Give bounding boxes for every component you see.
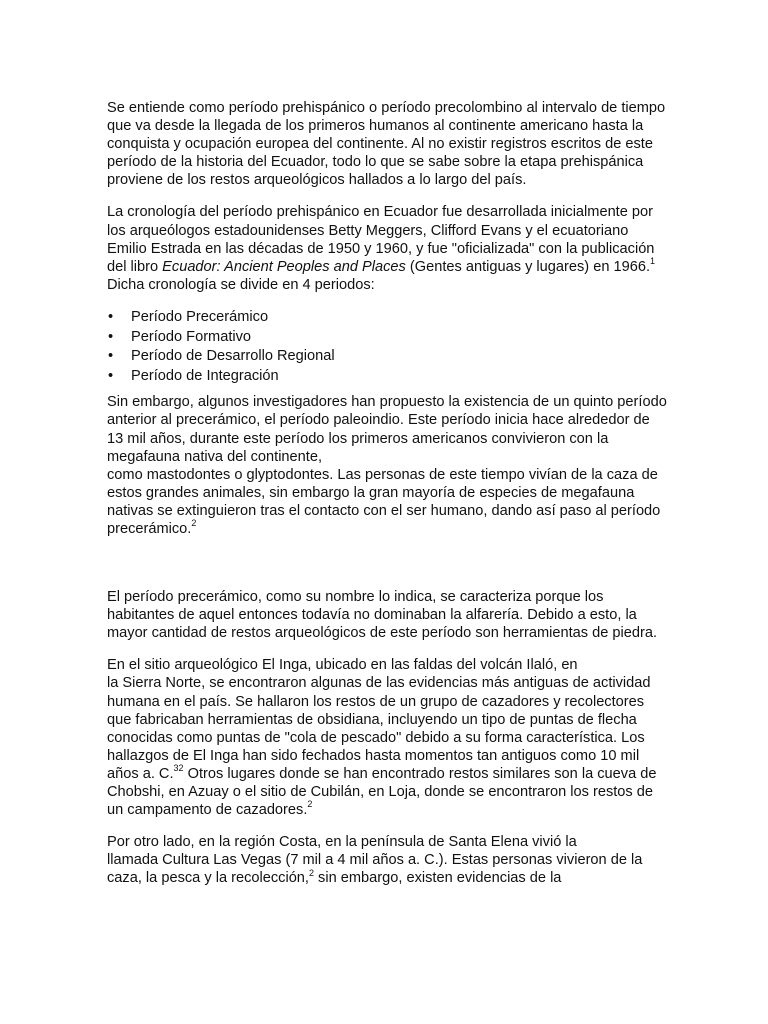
list-item: • Período Precerámico (107, 308, 667, 328)
footnote-ref[interactable]: 2 (307, 799, 313, 810)
text-run: Por otro lado, en la región Costa, en la península de Santa Elena vivió la (107, 834, 577, 851)
book-title: Ecuador: Ancient Peoples and Places (162, 258, 406, 275)
text-run: llamada Cultura Las Vegas (7 mil a 4 mil años a. C.). Estas personas vivieron de la caza, la pesca y la recolección, (107, 852, 643, 887)
list-item: • Período Formativo (107, 328, 667, 348)
list-item: • Período de Integración (107, 367, 667, 387)
text-run: Dicha cronología se divide en 4 periodos: (107, 276, 375, 293)
text-run: sin embargo, existen evidencias de la (314, 870, 562, 887)
footnote-ref[interactable]: 2 (191, 518, 197, 529)
periods-list (107, 308, 667, 386)
text-run: En el sitio arqueológico El Inga, ubicado en las faldas del volcán Ilaló, en (107, 657, 578, 674)
paragraph-el-inga (107, 656, 667, 819)
text-run: la Sierra Norte, se encontraron algunas de las evidencias más antiguas de actividad humana en el país. Se hallaron los restos de un grupo de cazadores y recolectores que fabricaban herramientas de obsidiana, incluyendo un tipo de puntas de flecha conocidas como puntas de "cola de pescado" debido a su forma característica. Los hallazgos de El Inga han sido fechados hasta momentos tan antiguos como 10 mil años a. C. (107, 675, 651, 782)
footnote-ref[interactable]: 32 (173, 763, 184, 774)
footnote-ref[interactable]: 2 (308, 867, 314, 878)
paragraph-preceramic: El período precerámico, como su nombre lo indica, se caracteriza porque los habitantes de aquel entonces todavía no dominaban la alfarería. Debido a esto, la mayor cantidad de restos arqueológicos de este período son herramientas de piedra. (107, 589, 658, 642)
footnote-ref[interactable]: 1 (650, 255, 656, 266)
paragraph-chronology (107, 203, 667, 293)
list-item: • Período de Desarrollo Regional (107, 347, 667, 367)
text-run: (Gentes antiguas y lugares) en 1966. (405, 258, 651, 275)
document-body (107, 99, 667, 887)
paragraph-intro: Se entiende como período prehispánico o período precolombino al intervalo de tiempo que va desde la llegada de los primeros humanos al continente americano hasta la conquista y ocupación europea del continente. Al no existir registros escritos de este período de la historia del Ecuador, todo lo que se sabe sobre la etapa prehispánica proviene de los restos arqueológicos hallados a lo largo del país. (107, 100, 666, 189)
paragraph-costa (107, 833, 667, 887)
text-run: Sin embargo, algunos investigadores han propuesto la existencia de un quinto período anterior al precerámico, el período paleoindio. Este período inicia hace alrededor de 13 mil años, durante este período los primeros americanos convivieron con la megafauna nativa del continente, (107, 394, 667, 465)
text-run: Otros lugares donde se han encontrado restos similares son la cueva de Chobshi, en Azuay o el sitio de Cubilán, en Loja, donde se encontraron los restos de un campamento de cazadores. (107, 765, 657, 819)
text-run: como mastodontes o glyptodontes. Las personas de este tiempo vivían de la caza de estos grandes animales, sin embargo la gran mayoría de especies de megafauna nativas se extinguieron tras el contacto con el ser humano, dando así paso al período precerámico. (107, 466, 661, 537)
paragraph-paleoindian (107, 393, 667, 538)
text-run: La cronología del período prehispánico en Ecuador fue desarrollada inicialmente por los arqueólogos estadounidenses Betty Meggers, Clifford Evans y el ecuatoriano Emilio Estrada en las décadas de 1950 y 1960, y fue "oficializada" con la publicación del libro (107, 204, 655, 275)
